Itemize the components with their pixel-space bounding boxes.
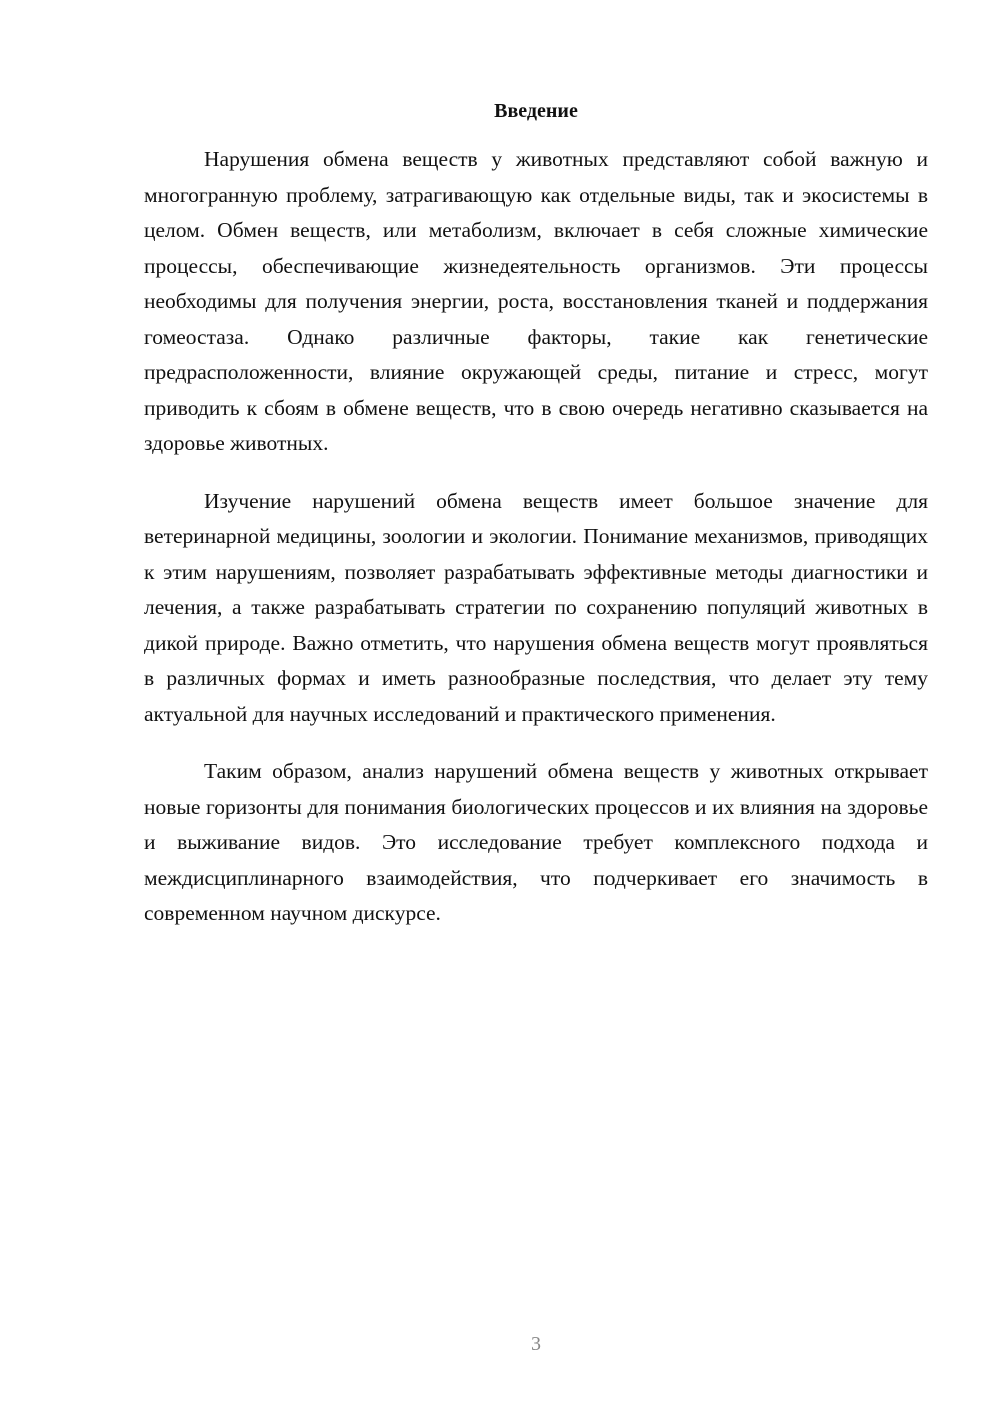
paragraph-3: Таким образом, анализ нарушений обмена веществ у животных открывает новые горизонты для понимания биологических процессов и их влияния на здоровье и выживание видов. Это исследование требует комплексного подхода и междисциплинарного взаимодействия, что подчеркивает его значимость в современном научном дискурсе.	[144, 759, 928, 925]
body-text	[144, 142, 928, 954]
section-heading: Введение	[494, 100, 578, 122]
page-number: 3	[531, 1333, 541, 1355]
paragraph-1: Нарушения обмена веществ у животных представляют собой важную и многогранную проблему, затрагивающую как отдельные виды, так и экосистемы в целом. Обмен веществ, или метаболизм, включает в себя сложные химические процессы, обеспечивающие жизнедеятельность организмов. Эти процессы необходимы для получения энергии, роста, восстановления тканей и поддержания гомеостаза. Однако различные факторы, такие как генетические предрасположенности, влияние окружающей среды, питание и стресс, могут приводить к сбоям в обмене веществ, что в свою очередь негативно сказывается на здоровье животных.	[144, 147, 928, 455]
paragraph-2: Изучение нарушений обмена веществ имеет большое значение для ветеринарной медицины, зоологии и экологии. Понимание механизмов, приводящих к этим нарушениям, позволяет разрабатывать эффективные методы диагностики и лечения, а также разрабатывать стратегии по сохранению популяций животных в дикой природе. Важно отметить, что нарушения обмена веществ могут проявляться в различных формах и иметь разнообразные последствия, что делает эту тему актуальной для научных исследований и практического применения.	[144, 488, 928, 726]
